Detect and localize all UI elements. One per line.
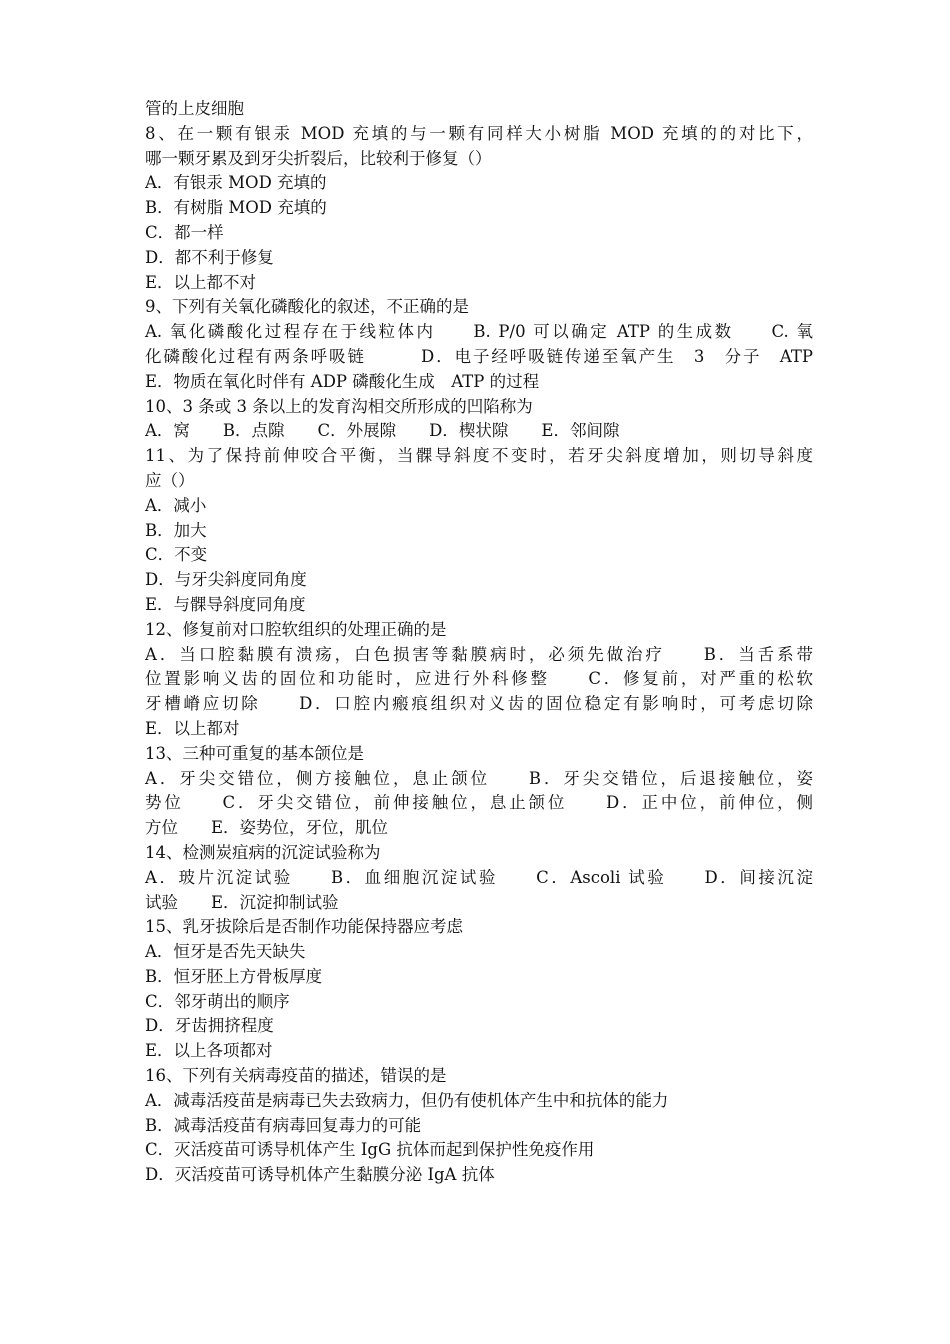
text-line: A．减小 [145, 495, 207, 515]
text-line: 8、在一颗有银汞 MOD 充填的与一颗有同样大小树脂 MOD 充填的的对比下， [145, 123, 813, 143]
text-line: E．以上各项都对 [145, 1041, 273, 1061]
text-line: 11、为了保持前伸咬合平衡，当髁导斜度不变时，若牙尖斜度增加，则切导斜度 [145, 446, 813, 466]
text-line: 16、下列有关病毒疫苗的描述，错误的是 [145, 1066, 447, 1086]
text-line: 势位 C．牙尖交错位，前伸接触位，息止颌位 D．正中位，前伸位，侧 [145, 793, 813, 813]
text-line: A．窝 B．点隙 C．外展隙 D．楔状隙 E．邻间隙 [145, 421, 620, 441]
text-line: A．当口腔黏膜有溃疡，白色损害等黏膜病时，必须先做治疗 B．当舌系带 [145, 644, 813, 664]
text-line: 10、3 条或 3 条以上的发育沟相交所形成的凹陷称为 [145, 396, 533, 416]
text-line: E．物质在氧化时伴有 ADP 磷酸化生成 ATP 的过程 [145, 371, 540, 391]
text-line: 管的上皮细胞 [145, 99, 244, 118]
text-line: D．与牙尖斜度同角度 [145, 570, 307, 590]
text-line: B．恒牙胚上方骨板厚度 [145, 966, 323, 986]
text-line: B．减毒活疫苗有病毒回复毒力的可能 [145, 1115, 422, 1135]
text-line: 13、三种可重复的基本颌位是 [145, 743, 364, 763]
text-line: B．有树脂 MOD 充填的 [145, 198, 327, 218]
text-line: A．恒牙是否先天缺失 [145, 942, 306, 962]
text-line: A．有银汞 MOD 充填的 [145, 173, 327, 193]
text-line: 14、检测炭疽病的沉淀试验称为 [145, 842, 381, 862]
text-line: C．灭活疫苗可诱导机体产生 IgG 抗体而起到保护性免疫作用 [145, 1140, 595, 1160]
text-line: 化磷酸化过程有两条呼吸链 D．电子经呼吸链传递至氧产生 3 分子 ATP [145, 346, 813, 366]
text-line: B．加大 [145, 520, 207, 540]
text-line: 15、乳牙拔除后是否制作功能保持器应考虑 [145, 917, 463, 937]
text-line: C．不变 [145, 545, 208, 565]
document-page [145, 97, 813, 1188]
text-line: 试验 E．沉淀抑制试验 [145, 892, 339, 912]
text-line: 应（） [145, 470, 195, 490]
text-line: E．与髁导斜度同角度 [145, 594, 306, 614]
text-line: 9、下列有关氧化磷酸化的叙述，不正确的是 [145, 297, 469, 317]
text-line: 牙槽嵴应切除 D．口腔内瘢痕组织对义齿的固位稳定有影响时，可考虑切除 [145, 694, 813, 714]
text-line: D．牙齿拥挤程度 [145, 1016, 274, 1036]
text-line: 12、修复前对口腔软组织的处理正确的是 [145, 619, 447, 639]
text-line: D．灭活疫苗可诱导机体产生黏膜分泌 IgA 抗体 [145, 1165, 495, 1185]
text-line: 哪一颗牙累及到牙尖折裂后，比较利于修复（） [145, 148, 492, 168]
text-line: D．都不利于修复 [145, 247, 274, 267]
text-line: C．邻牙萌出的顺序 [145, 991, 290, 1011]
text-line: A．减毒活疫苗是病毒已失去致病力，但仍有使机体产生中和抗体的能力 [145, 1090, 669, 1110]
text-line: A．玻片沉淀试验 B．血细胞沉淀试验 C．Ascoli 试验 D．间接沉淀 [145, 867, 813, 887]
text-line: C．都一样 [145, 222, 224, 242]
text-line: 方位 E．姿势位，牙位，肌位 [145, 818, 389, 838]
text-line: 位置影响义齿的固位和功能时，应进行外科修整 C．修复前，对严重的松软 [145, 669, 813, 689]
text-line: E．以上都对 [145, 718, 240, 738]
text-line: A．牙尖交错位，侧方接触位，息止颌位 B．牙尖交错位，后退接触位，姿 [145, 768, 813, 788]
text-line: E．以上都不对 [145, 272, 257, 292]
text-line: A. 氧化磷酸化过程存在于线粒体内 B. P/0 可以确定 ATP 的生成数 C. 氧 [145, 322, 813, 342]
